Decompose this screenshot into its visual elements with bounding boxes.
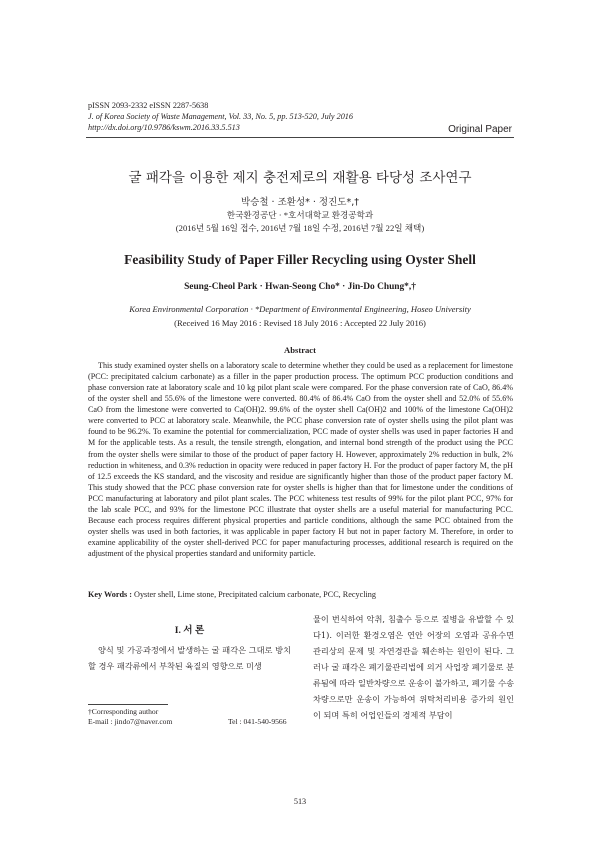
intro-section-left bbox=[88, 622, 291, 674]
doi-link[interactable]: http://dx.doi.org/10.9786/kswm.2016.33.5.513 bbox=[88, 123, 240, 132]
korean-title: 굴 패각을 이용한 제지 충전제로의 재활용 타당성 조사연구 bbox=[128, 170, 472, 186]
abstract-text: This study examined oyster shells on a laboratory scale to determine whether they could be used as a replacement for limestone (PCC: precipitated calcium carbonate) as a filler in the paper production process. The optimum PCC production conditions and phase conversion rate at laboratory scale and 10 kg pilot plant scale were compared. For the phase conversion rate of CaO, 86.4% of the oyster shell and 55.6% of the limestone were converted. 80.4% of 86.4% CaO from the oyster shell and 52.0% of 55.6% CaO from the limestone were converted to Ca(OH)2. 99.6% of the oyster shell Ca(OH)2 and 100% of the limestone Ca(OH)2 were converted to PCC at laboratory scale. Meanwhile, the PCC phase conversion rate of oyster shells using the pilot plant was found to be 96.2%. To examine the potential for commercialization, PCC made of oyster shells was used in paper factories H and M for the applicable tests. As a result, the tensile strength, elongation, and internal bond strength of the product using the PCC from the oyster shells were similar to those of the product of paper factory H. However, approximately 2% reduction in bulk, 2% reduction in whiteness, and 0.3% reduction in opacity were reduced in paper factory H. For the product of paper factory M, the pH of 12.5 exceeds the KS standard, and the viscosity and residue are significantly higher than those of the product paper factory M. This study showed that the PCC phase conversion rate for oyster shells is higher than that for limestone under the conditions of PCC manufacturing at laboratory and pilot plant scales. The PCC whiteness test results of 99% for the pilot plant PCC, 97% for the lab scale PCC, and 93% for the limestone PCC illustrate that oyster shells are a useful material for manufacturing PCC. Because each process requires different physical properties and particle conditions, although the same PCC obtained from the oyster shells was used in both factories, it was applicable in paper factory H but not in paper factory M. Therefore, in order to examine applicability of the oyster shell-derived PCC for paper manufacturing processes, additional research is required on the adjustment of the physical properties standard and uniformity particle. bbox=[88, 361, 513, 559]
journal-citation: J. of Korea Society of Waste Management, Vol. 33, No. 5, pp. 513-520, July 2016 bbox=[88, 112, 353, 121]
section-heading: I. 서 론 bbox=[174, 625, 205, 636]
english-authors: Seung-Cheol Park · Hwan-Seong Cho* · Jin-Do Chung*,† bbox=[184, 282, 416, 292]
keywords-line bbox=[88, 590, 376, 599]
intro-left-paragraph: 양식 및 가공과정에서 발생하는 굴 패각은 그대로 방치할 경우 패각류에서 부착된 육질의 영향으로 미생 bbox=[88, 645, 291, 671]
keywords-text: Oyster shell, Lime stone, Precipitated calcium carbonate, PCC, Recycling bbox=[131, 590, 376, 599]
intro-right-paragraph: 물이 번식하여 악취, 침출수 등으로 질병을 유발할 수 있다1). 이러한 환경오염은 연안 어장의 오염과 공유수면 관리상의 문제 및 자연경관을 훼손하는 원인이 된다. 그러나 굴 패각은 폐기물관리법에 의거 사업장 폐기물로 분류됨에 따라 일반차량으로 운송이 불가하고, 폐기물 수송차량으로만 운송이 가능하여 위탁처리비용 증가의 원인이 되며 특히 어업인들의 경제적 부담이 bbox=[313, 614, 514, 720]
author-email[interactable]: E-mail : jindo7@naver.com bbox=[88, 717, 173, 726]
page-number: 513 bbox=[293, 797, 307, 806]
english-affiliation: Korea Environmental Corporation · *Department of Environmental Engineering, Hoseo University bbox=[129, 304, 471, 314]
article-type-label: Original Paper bbox=[448, 124, 512, 135]
author-tel: Tel : 041-540-9566 bbox=[228, 717, 287, 726]
issn-line: pISSN 2093-2332 eISSN 2287-5638 bbox=[88, 101, 209, 110]
footnote-rule bbox=[88, 704, 168, 705]
korean-authors: 박승철 · 조환성* · 정진도*,† bbox=[241, 197, 359, 208]
corresponding-author-note: †Corresponding author bbox=[88, 707, 159, 716]
english-title: Feasibility Study of Paper Filler Recycling using Oyster Shell bbox=[124, 252, 476, 267]
header-rule bbox=[86, 137, 514, 138]
keywords-label: Key Words : bbox=[88, 590, 132, 599]
korean-affiliation: 한국환경공단 · *호서대학교 환경공학과 bbox=[226, 210, 374, 220]
korean-dates: (2016년 5월 16일 접수, 2016년 7월 18일 수정, 2016년 7월 22일 채택) bbox=[175, 223, 425, 233]
abstract-heading: Abstract bbox=[284, 345, 316, 355]
english-dates: (Received 16 May 2016 : Revised 18 July 2016 : Accepted 22 July 2016) bbox=[174, 318, 426, 328]
